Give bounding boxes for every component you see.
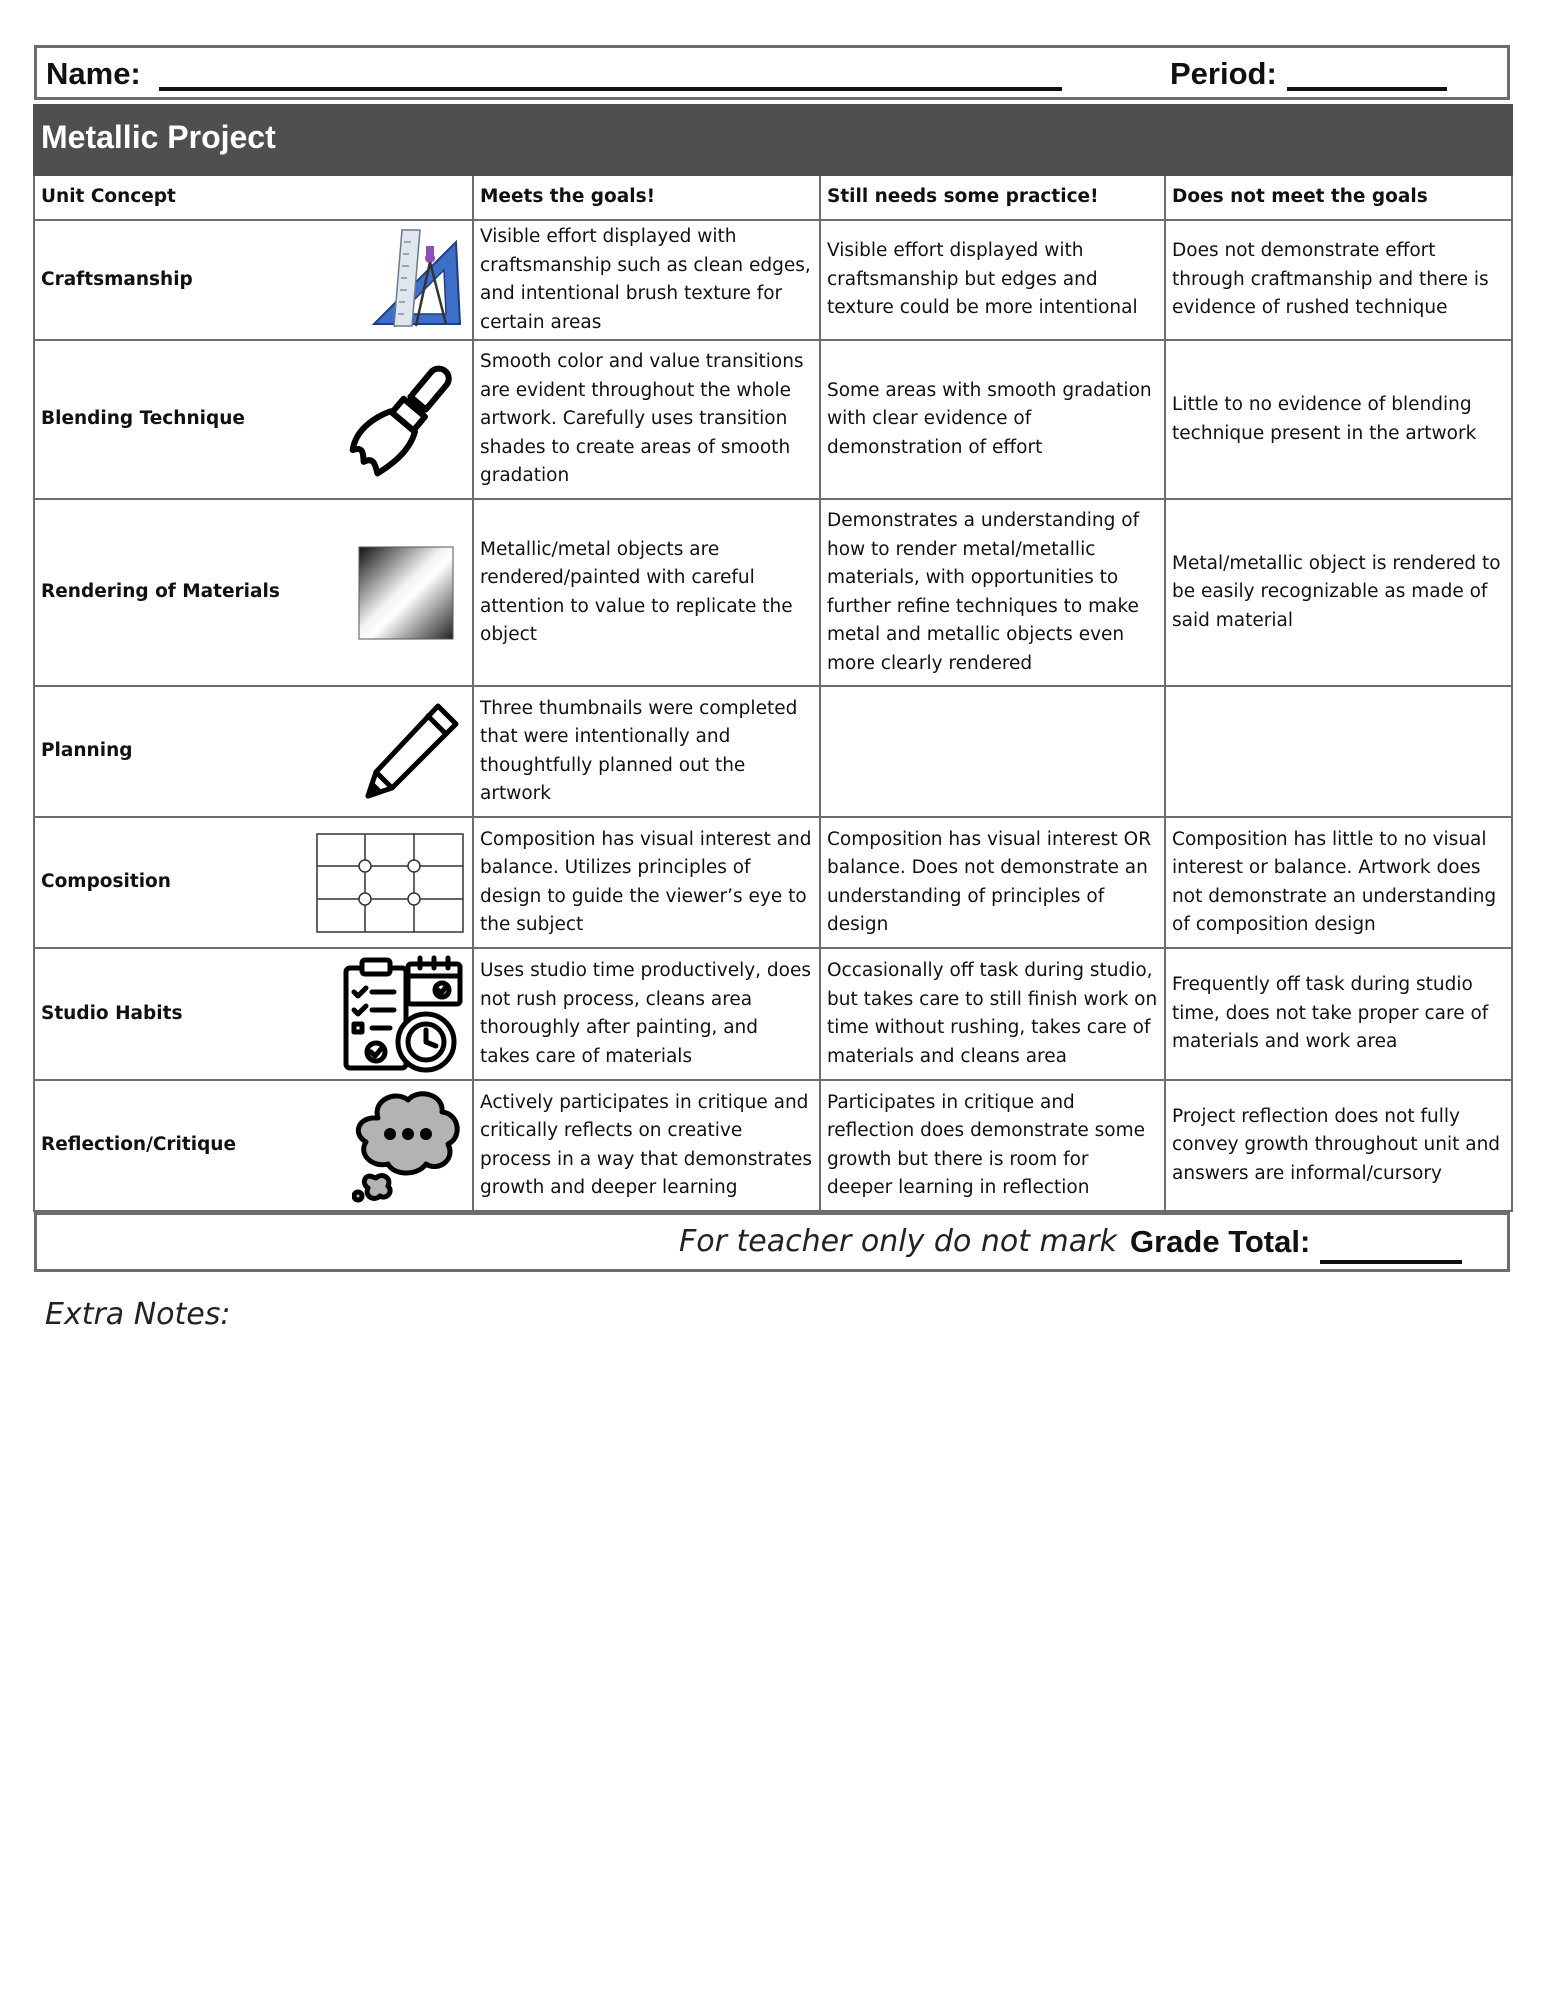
concept-cell: [34, 499, 473, 686]
practice-cell: Demonstrates a understanding of how to render metal/metallic materials, with opportunities to further refine techniques to make metal and metallic objects even more clearly rendered: [820, 499, 1165, 686]
concept-cell: [34, 220, 473, 340]
teacher-only-note: For teacher only do not mark: [679, 1224, 1117, 1259]
metal-gradient-icon: [358, 546, 454, 640]
concept-label: Reflection/Critique: [41, 1134, 237, 1156]
not-meet-cell: Metal/metallic object is rendered to be easily recognizable as made of said material: [1165, 499, 1512, 686]
concept-label: Planning: [41, 740, 133, 762]
rubric-row-blending-technique: [34, 340, 1512, 499]
title-row: [34, 105, 1512, 175]
extra-notes-label: Extra Notes:: [45, 1297, 231, 1332]
concept-label: Studio Habits: [41, 1002, 183, 1024]
col-header-unit-concept: Unit Concept: [34, 175, 473, 220]
meets-cell: Metallic/metal objects are rendered/painted with careful attention to value to replicate the object: [473, 499, 820, 686]
not-meet-cell: Project reflection does not fully convey growth throughout unit and answers are informal/cursory: [1165, 1080, 1512, 1211]
practice-cell: Composition has visual interest OR balance. Does not demonstrate an understanding of principles of design: [820, 817, 1165, 948]
period-field[interactable]: [1287, 87, 1447, 91]
concept-label: Craftsmanship: [41, 268, 193, 290]
name-field[interactable]: [159, 87, 1062, 91]
header-row: [34, 175, 1512, 220]
concept-cell: [34, 1080, 473, 1211]
concept-cell: [34, 948, 473, 1080]
pencil-icon: [360, 700, 464, 804]
practice-cell: Occasionally off task during studio, but takes care to still finish work on time without rushing, takes care of materials and cleans area: [820, 948, 1165, 1080]
rubric-row-planning: [34, 686, 1512, 817]
thought-bubble-icon: [352, 1088, 464, 1204]
title-empty-cell: [1165, 105, 1512, 175]
checklist-clock-icon: [342, 954, 464, 1074]
col-header-meets: Meets the goals!: [473, 175, 820, 220]
practice-cell: Some areas with smooth gradation with clear evidence of demonstration of effort: [820, 340, 1165, 499]
rubric-row-craftsmanship: [34, 220, 1512, 340]
rubric-row-composition: [34, 817, 1512, 948]
concept-label: Rendering of Materials: [41, 581, 280, 603]
col-header-practice: Still needs some practice!: [820, 175, 1165, 220]
meets-cell: Smooth color and value transitions are evident throughout the whole artwork. Carefully uses transition shades to create areas of smooth gradation: [473, 340, 820, 499]
practice-cell: Visible effort displayed with craftsmanship but edges and texture could be more intentional: [820, 220, 1165, 340]
practice-cell: [820, 686, 1165, 817]
grade-total-label: Grade Total:: [1130, 1224, 1311, 1259]
practice-cell: Participates in critique and reflection does demonstrate some growth but there is room for deeper learning in reflection: [820, 1080, 1165, 1211]
meets-cell: Uses studio time productively, does not rush process, cleans area thoroughly after painting, and takes care of materials: [473, 948, 820, 1080]
paintbrush-icon: [344, 360, 464, 480]
grade-total-box: [34, 1212, 1510, 1272]
rubric-row-reflection-critique: [34, 1080, 1512, 1211]
concept-cell: [34, 340, 473, 499]
concept-cell: [34, 686, 473, 817]
not-meet-cell: Frequently off task during studio time, does not take proper care of materials and work area: [1165, 948, 1512, 1080]
rubric-row-rendering-of-materials: [34, 499, 1512, 686]
period-label: Period:: [1170, 56, 1277, 91]
not-meet-cell: [1165, 686, 1512, 817]
meets-cell: Actively participates in critique and critically reflects on creative process in a way that demonstrates growth and deeper learning: [473, 1080, 820, 1211]
project-title-cell: [34, 105, 1165, 175]
not-meet-cell: Little to no evidence of blending technique present in the artwork: [1165, 340, 1512, 499]
concept-label: Blending Technique: [41, 408, 245, 430]
meets-cell: Three thumbnails were completed that were intentionally and thoughtfully planned out the artwork: [473, 686, 820, 817]
not-meet-cell: Composition has little to no visual interest or balance. Artwork does not demonstrate an understanding of composition design: [1165, 817, 1512, 948]
name-period-box: [34, 45, 1510, 100]
not-meet-cell: Does not demonstrate effort through craftmanship and there is evidence of rushed technique: [1165, 220, 1512, 340]
rubric-table: [33, 104, 1513, 1212]
project-title: Metallic Project: [41, 118, 276, 155]
rubric-row-studio-habits: [34, 948, 1512, 1080]
grid-thirds-icon: [316, 833, 464, 933]
concept-cell: [34, 817, 473, 948]
ruler-compass-icon: [364, 228, 464, 332]
col-header-not-meet: Does not meet the goals: [1165, 175, 1512, 220]
name-label: Name:: [46, 56, 141, 91]
meets-cell: Visible effort displayed with craftsmanship such as clean edges, and intentional brush texture for certain areas: [473, 220, 820, 340]
concept-label: Composition: [41, 871, 171, 893]
meets-cell: Composition has visual interest and balance. Utilizes principles of design to guide the viewer’s eye to the subject: [473, 817, 820, 948]
grade-total-field[interactable]: [1320, 1260, 1462, 1264]
